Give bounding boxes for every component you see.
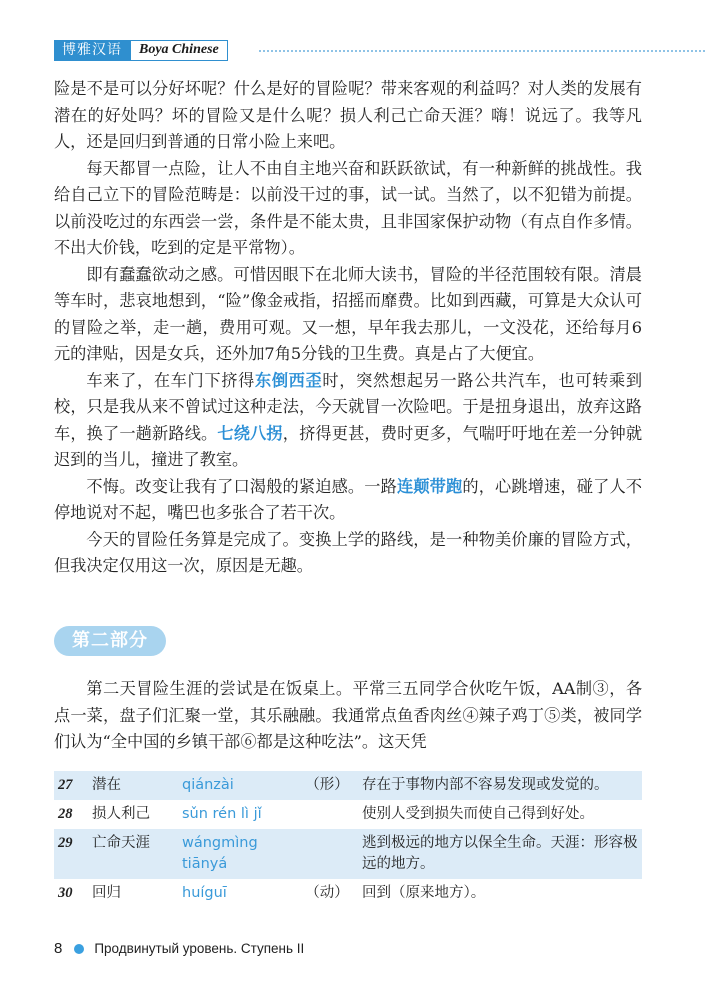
- footnote-mark: ③: [592, 679, 610, 698]
- vocab-pinyin: sǔn rén lì jǐ: [182, 806, 262, 822]
- header-title-en: Boya Chinese: [130, 40, 228, 61]
- vocab-pos: （动）: [305, 885, 349, 901]
- highlight-word: 连颠带跑: [396, 476, 463, 496]
- vocab-definition: 使别人受到损失而使自己得到好处。: [362, 806, 594, 822]
- highlight-word: 东倒西歪: [254, 370, 323, 390]
- vocabulary-table: [54, 771, 642, 908]
- vocab-row: [54, 800, 642, 829]
- vocab-pinyin: qiánzài: [178, 771, 296, 800]
- vocab-row: [54, 879, 642, 908]
- bullet-dot-icon: [74, 944, 84, 954]
- vocab-pinyin: huíguī: [182, 885, 227, 901]
- highlight-word: 七绕八拐: [217, 423, 283, 443]
- vocab-row: [54, 771, 642, 800]
- text-run: 不悔。改变让我有了口渴般的紧迫感。一路: [86, 476, 397, 496]
- vocab-pos: [296, 829, 358, 879]
- vocab-row: [54, 829, 642, 879]
- footer-text: Продвинутый уровень. Ступень II: [94, 941, 305, 956]
- page-footer: [54, 940, 304, 957]
- text-run: 时，突然想起另一路公共汽车，也可转乘到校，只是我从来不曾试过这种走法，今天就冒一次险吧。于是扭身退出，放弃这路车，换了一趟新路线。: [54, 370, 643, 443]
- paragraph: 险是不是可以分好坏呢？什么是好的冒险呢？带来客观的利益吗？对人类的发展有潜在的好处吗？坏的冒险又是什么呢？损人利己亡命天涯？嗨！说远了。我等凡人，还是回归到普通的日常小险上来吧。: [54, 79, 642, 151]
- vocab-word: 亡命天涯: [88, 829, 178, 879]
- vocab-word: 潜在: [88, 771, 178, 800]
- paragraph: 今天的冒险任务算是完成了。变换上学的路线，是一种物美价廉的冒险方式，但我决定仅用这一次，原因是无趣。: [54, 529, 642, 575]
- vocab-word: 回归: [92, 885, 121, 901]
- paragraph: 即有蠢蠢欲动之感。可惜因眼下在北师大读书，冒险的半径范围较有限。清晨等车时，悲哀地想到，“险”像金戒指，招摇而靡费。比如到西藏，可算是大众认可的冒险之举，走一趟，费用可观。又一想，早年我去那儿，一文没花，还给每月6元的津贴，因是女兵，还外加7角5分钱的卫生费。真是占了大便宜。: [54, 264, 642, 363]
- paragraph: [54, 368, 642, 474]
- vocab-number: 30: [58, 885, 73, 901]
- header-title-cn: 博雅汉语: [54, 40, 130, 61]
- footnote-mark: ④: [462, 705, 479, 725]
- footnote-mark: ⑤: [544, 705, 561, 725]
- section-heading: 第二部分: [54, 626, 166, 656]
- vocab-number: 27: [54, 771, 88, 800]
- paragraph: [54, 676, 642, 756]
- text-run: ，各点一菜，盘子们汇聚一堂，其乐融融。我通常点鱼香肉丝: [54, 679, 643, 725]
- text-run: 车来了，在车门下挤得: [86, 370, 255, 390]
- text-body-2: [54, 676, 642, 756]
- vocab-pinyin: wángmìng tiānyá: [178, 829, 296, 879]
- text-run: 的，心跳增速，碰了人不停地说对不起，嘴巴也多张合了若干次。: [54, 476, 643, 522]
- header-dotted-rule: [259, 50, 705, 52]
- vocab-word: 损人利己: [92, 806, 150, 822]
- footnote-mark: ⑥: [240, 732, 257, 751]
- text-run: 都是这种吃法”。这天凭: [256, 732, 427, 751]
- vocab-definition: 存在于事物内部不容易发现或发觉的。: [358, 771, 642, 800]
- vocab-pos: [296, 800, 358, 829]
- vocab-number: 28: [58, 806, 73, 822]
- text-run: 辣子鸡丁: [478, 705, 545, 725]
- page-number: 8: [54, 940, 63, 957]
- paragraph: 每天都冒一点险，让人不由自主地兴奋和跃跃欲试，有一种新鲜的挑战性。我给自己立下的冒险范畴是：以前没干过的事，试一试。当然了，以不犯错为前提。以前没吃过的东西尝一尝，条件是不能太贵，且非国家保护动物（有点自作多情。不出大价钱，吃到的定是平常物）。: [54, 158, 642, 257]
- text-run: 类，被同学们认为“全中国的乡镇干部: [54, 705, 643, 751]
- paragraph: [54, 474, 642, 527]
- text-run: ，挤得更甚，费时更多，气喘吁吁地在差一分钟就迟到的当儿，撞进了教室。: [54, 423, 643, 469]
- text-run: 第二天冒险生涯的尝试是在饭桌上。平常三五同学合伙吃午饭，AA制: [86, 679, 593, 698]
- book-header: [54, 40, 228, 61]
- text-body: [54, 76, 642, 580]
- vocab-pos: （形）: [296, 771, 358, 800]
- vocab-number: 29: [54, 829, 88, 879]
- vocab-definition: 回到（原来地方）。: [362, 885, 486, 901]
- vocab-definition: 逃到极远的地方以保全生命。天涯：形容极远的地方。: [358, 829, 642, 879]
